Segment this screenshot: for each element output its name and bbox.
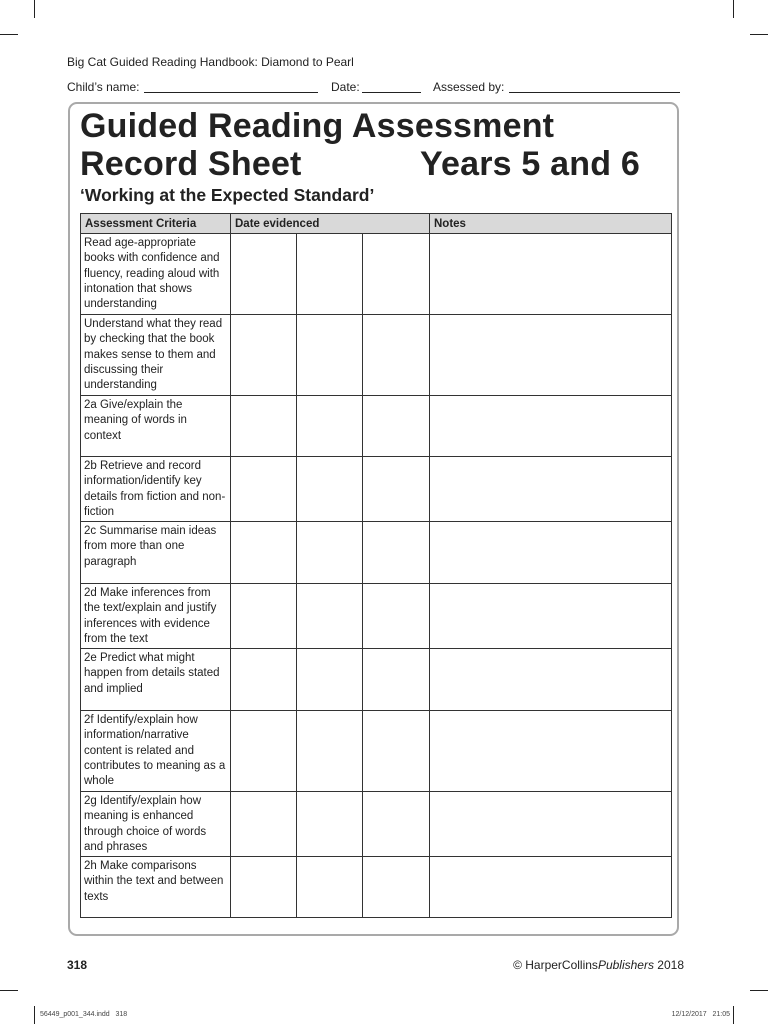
date-cell[interactable] (363, 396, 430, 457)
notes-cell[interactable] (430, 396, 672, 457)
notes-cell[interactable] (430, 711, 672, 792)
date-cell[interactable] (363, 649, 430, 711)
date-cell[interactable] (297, 396, 363, 457)
copyright-publishers: Publishers (597, 958, 654, 972)
date-cell[interactable] (231, 234, 297, 315)
crop-mark (0, 990, 18, 991)
crop-mark (750, 34, 768, 35)
date-cell[interactable] (297, 649, 363, 711)
slug-timestamp: 12/12/2017 21:05 (671, 1011, 730, 1018)
notes-cell[interactable] (430, 857, 672, 918)
crop-mark (34, 0, 35, 18)
page-number: 318 (67, 958, 88, 972)
date-cell[interactable] (297, 522, 363, 584)
date-cell[interactable] (297, 234, 363, 315)
copyright-year: 2018 (653, 958, 684, 972)
header-criteria: Assessment Criteria (81, 214, 231, 234)
book-title: Big Cat Guided Reading Handbook: Diamond to Pearl (67, 55, 354, 69)
date-cell[interactable] (363, 315, 430, 396)
child-name-line[interactable] (144, 92, 318, 93)
criteria-cell: 2a Give/explain the meaning of words in context (81, 396, 231, 457)
criteria-cell: 2h Make comparisons within the text and between texts (81, 857, 231, 918)
date-cell[interactable] (231, 649, 297, 711)
table-row (81, 396, 672, 457)
title-years: Years 5 and 6 (420, 145, 640, 183)
criteria-cell: Read age-appropriate books with confidence and fluency, reading aloud with intonation that shows understanding (81, 234, 231, 315)
date-cell[interactable] (297, 457, 363, 522)
notes-cell[interactable] (430, 649, 672, 711)
notes-cell[interactable] (430, 522, 672, 584)
table-row (81, 234, 672, 315)
title-line-1: Guided Reading Assessment (80, 107, 555, 145)
date-cell[interactable] (297, 857, 363, 918)
table-row (81, 649, 672, 711)
criteria-cell: Understand what they read by checking that the book makes sense to them and discussing their understanding (81, 315, 231, 396)
table-row (81, 792, 672, 857)
subtitle: ‘Working at the Expected Standard’ (80, 185, 375, 205)
date-cell[interactable] (231, 457, 297, 522)
criteria-cell: 2f Identify/explain how information/narrative content is related and contributes to meaning as a whole (81, 711, 231, 792)
criteria-cell: 2c Summarise main ideas from more than one paragraph (81, 522, 231, 584)
date-cell[interactable] (231, 711, 297, 792)
table-row (81, 457, 672, 522)
criteria-cell: 2e Predict what might happen from details stated and implied (81, 649, 231, 711)
criteria-cell: 2b Retrieve and record information/identify key details from fiction and non-fiction (81, 457, 231, 522)
crop-mark (750, 990, 768, 991)
date-label: Date: (331, 80, 360, 94)
header-notes: Notes (430, 214, 672, 234)
table-row (81, 522, 672, 584)
date-cell[interactable] (297, 315, 363, 396)
child-name-label: Child’s name: (67, 80, 140, 94)
date-cell[interactable] (363, 234, 430, 315)
date-cell[interactable] (363, 584, 430, 649)
copyright-name: © HarperCollins (513, 958, 598, 972)
notes-cell[interactable] (430, 584, 672, 649)
assessed-by-label: Assessed by: (433, 80, 505, 94)
date-cell[interactable] (297, 792, 363, 857)
date-cell[interactable] (297, 711, 363, 792)
date-cell[interactable] (231, 396, 297, 457)
title-record-sheet: Record Sheet (80, 145, 302, 183)
slug-filename: 56449_p001_344.indd 318 (40, 1011, 128, 1018)
table-row (81, 711, 672, 792)
date-cell[interactable] (363, 522, 430, 584)
page-title (80, 107, 680, 183)
table-row (81, 315, 672, 396)
date-cell[interactable] (231, 792, 297, 857)
date-cell[interactable] (231, 857, 297, 918)
copyright (513, 958, 684, 972)
crop-mark (733, 0, 734, 18)
date-line[interactable] (362, 92, 421, 93)
date-cell[interactable] (231, 584, 297, 649)
table-row (81, 584, 672, 649)
criteria-cell: 2g Identify/explain how meaning is enhanced through choice of words and phrases (81, 792, 231, 857)
notes-cell[interactable] (430, 315, 672, 396)
title-line-2 (80, 145, 680, 183)
assessment-table (80, 213, 672, 918)
date-cell[interactable] (363, 711, 430, 792)
table-header-row (81, 214, 672, 234)
notes-cell[interactable] (430, 792, 672, 857)
notes-cell[interactable] (430, 234, 672, 315)
date-cell[interactable] (231, 522, 297, 584)
crop-mark (0, 34, 18, 35)
crop-mark (34, 1006, 35, 1024)
date-cell[interactable] (297, 584, 363, 649)
assessed-by-line[interactable] (509, 92, 680, 93)
date-cell[interactable] (363, 857, 430, 918)
date-cell[interactable] (363, 792, 430, 857)
notes-cell[interactable] (430, 457, 672, 522)
header-date-evidenced: Date evidenced (231, 214, 430, 234)
date-cell[interactable] (231, 315, 297, 396)
crop-mark (733, 1006, 734, 1024)
table-row (81, 857, 672, 918)
criteria-cell: 2d Make inferences from the text/explain and justify inferences with evidence from the text (81, 584, 231, 649)
date-cell[interactable] (363, 457, 430, 522)
form-fields (67, 80, 687, 96)
